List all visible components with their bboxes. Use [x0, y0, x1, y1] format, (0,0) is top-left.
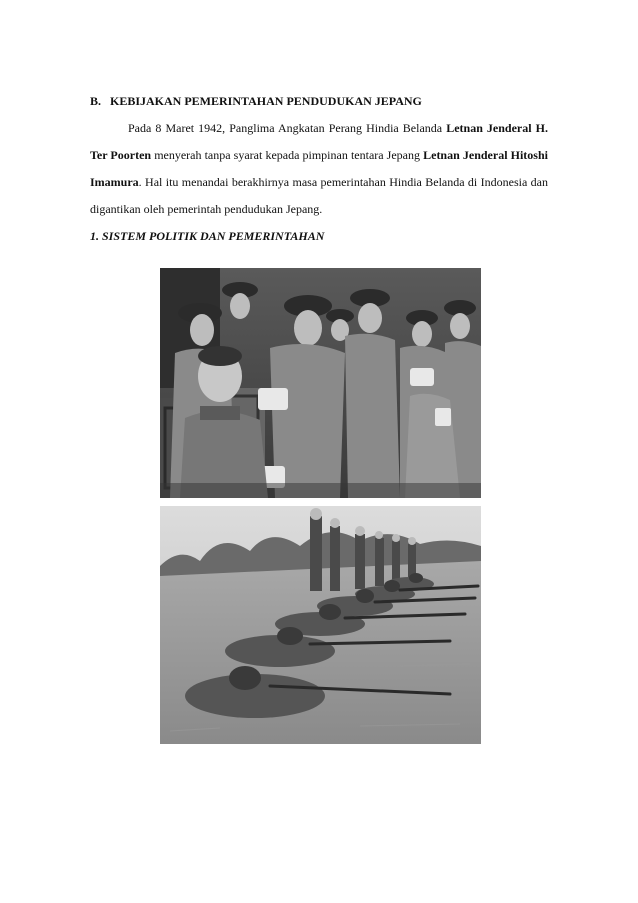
paragraph-text-1: Pada 8 Maret 1942, Panglima Angkatan Perang Hindia Belanda [128, 121, 447, 135]
paragraph-name-1: Letnan Jenderal H. Ter Poorten [90, 121, 548, 162]
section-number: B. [90, 94, 102, 108]
text-block [90, 88, 548, 250]
subsection-heading: 1. SISTEM POLITIK DAN PEMERINTAHAN [90, 229, 325, 243]
paragraph-text-2: menyerah tanpa syarat kepada pimpinan tentara Jepang [151, 148, 424, 162]
paragraph-name-2: Letnan Jenderal Hitoshi Imamura [90, 148, 548, 189]
officers-group-photo [160, 268, 481, 498]
paragraph-text-3: . Hal itu menandai berakhirnya masa pemerintahan Hindia Belanda di Indonesia dan digantikan oleh pemerintah pendudukan Jepang. [90, 175, 548, 216]
prone-riflemen-photo [160, 506, 481, 744]
officers-photo-drawing [160, 268, 481, 498]
section-heading [90, 88, 548, 115]
body-paragraph [90, 115, 548, 223]
riflemen-photo-drawing [160, 506, 481, 744]
section-title: KEBIJAKAN PEMERINTAHAN PENDUDUKAN JEPANG [110, 94, 422, 108]
